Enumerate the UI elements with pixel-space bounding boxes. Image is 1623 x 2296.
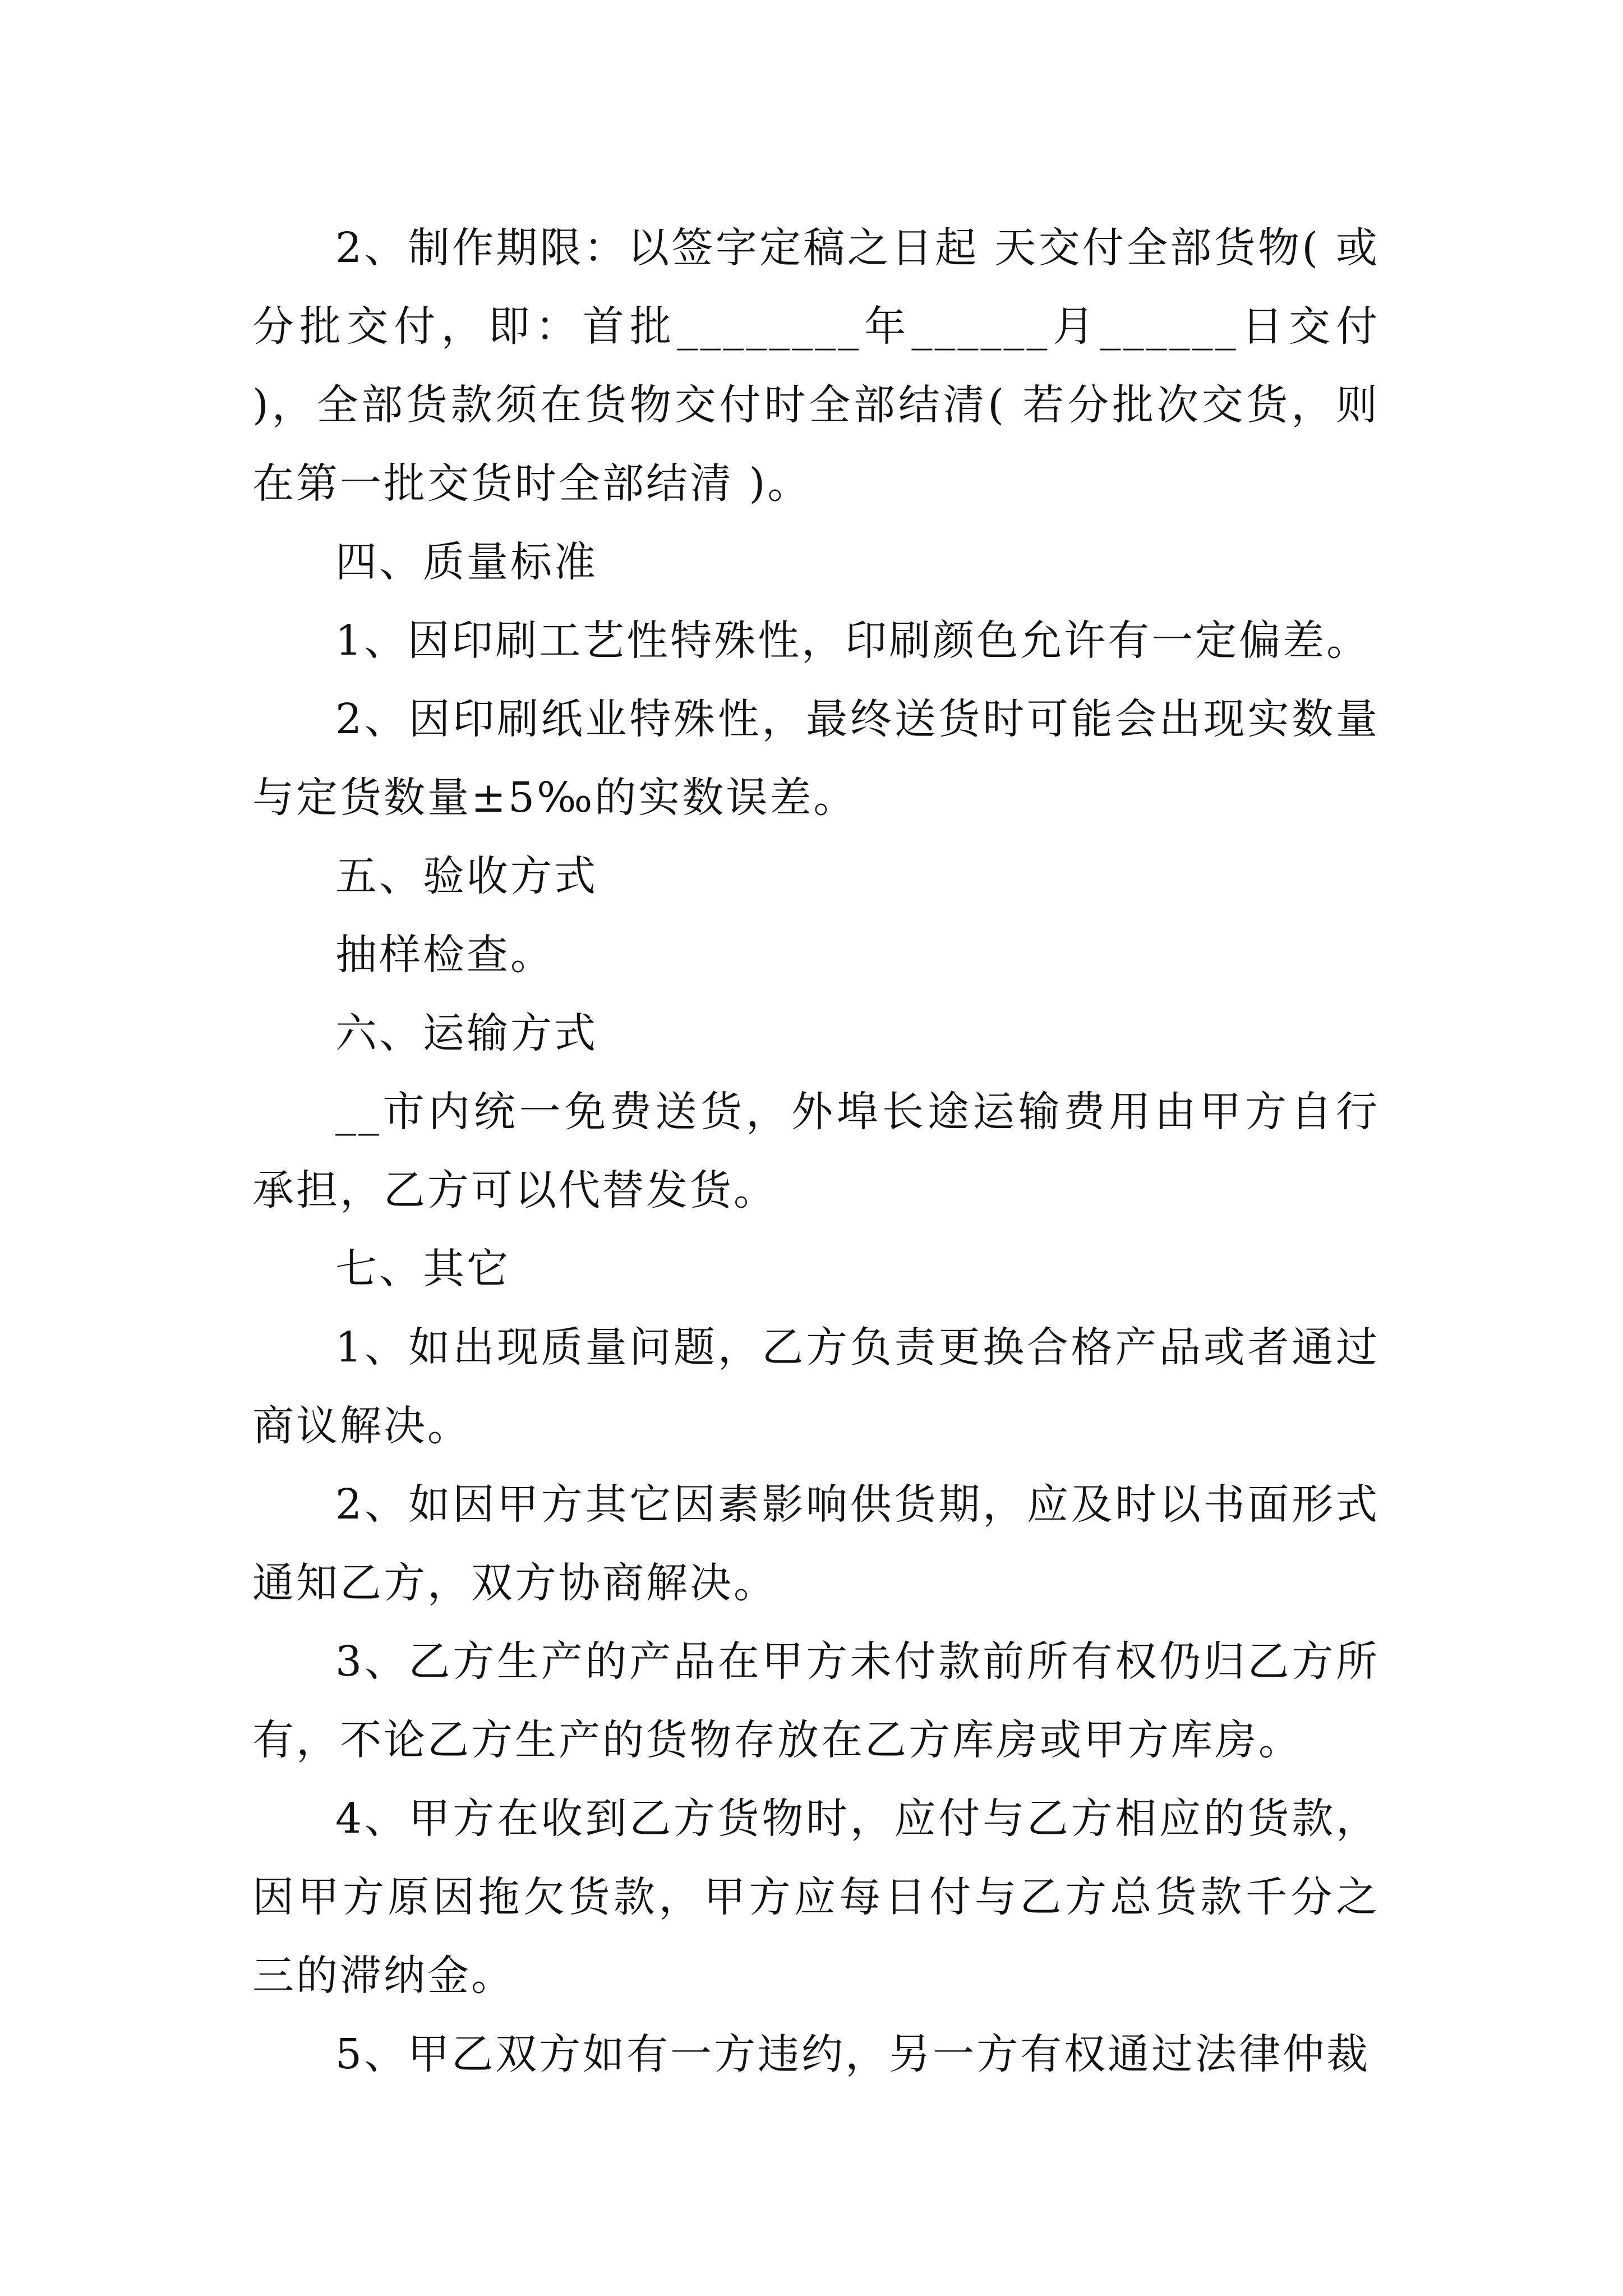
heading-acceptance-method: 五、验收方式 xyxy=(335,852,598,900)
paragraph-delivery-term: 2、制作期限：以签字定稿之日起 天交付全部货物( 或分批交付，即：首批________年______月______日交付 )，全部货款须在货物交付时全部结清( 若分批次交货，则在第一批交货时全部结清 )。 xyxy=(252,224,1395,508)
paragraph-other-1: 1、如出现质量问题，乙方负责更换合格产品或者通过商议解决。 xyxy=(252,1323,1380,1450)
paragraph-quality-2: 2、因印刷纸业特殊性，最终送货时可能会出现实数量与定货数量±5‰的实数误差。 xyxy=(252,695,1380,822)
paragraph-transport: __市内统一免费送货，外埠长途运输费用由甲方自行承担，乙方可以代替发货。 xyxy=(252,1088,1380,1214)
document-body xyxy=(252,209,1395,2093)
heading-transport-method: 六、运输方式 xyxy=(335,1009,598,1057)
paragraph-quality-1: 1、因印刷工艺性特殊性，印刷颜色允许有一定偏差。 xyxy=(335,616,1371,665)
paragraph-other-2: 2、如因甲方其它因素影响供货期，应及时以书面形式通知乙方，双方协商解决。 xyxy=(252,1480,1380,1607)
paragraph-acceptance: 抽样检查。 xyxy=(335,931,554,979)
paragraph-other-4: 4、甲方在收到乙方货物时，应付与乙方相应的货款，因甲方原因拖欠货款，甲方应每日付与乙方总货款千分之三的滞纳金。 xyxy=(252,1795,1380,2000)
heading-quality-standard: 四、质量标准 xyxy=(335,538,598,586)
paragraph-other-3: 3、乙方生产的产品在甲方未付款前所有权仍归乙方所有，不论乙方生产的货物存放在乙方库房或甲方库房。 xyxy=(252,1637,1380,1764)
paragraph-other-5: 5、甲乙双方如有一方违约，另一方有权通过法律仲裁 xyxy=(335,2030,1371,2078)
heading-other: 七、其它 xyxy=(335,1245,510,1293)
